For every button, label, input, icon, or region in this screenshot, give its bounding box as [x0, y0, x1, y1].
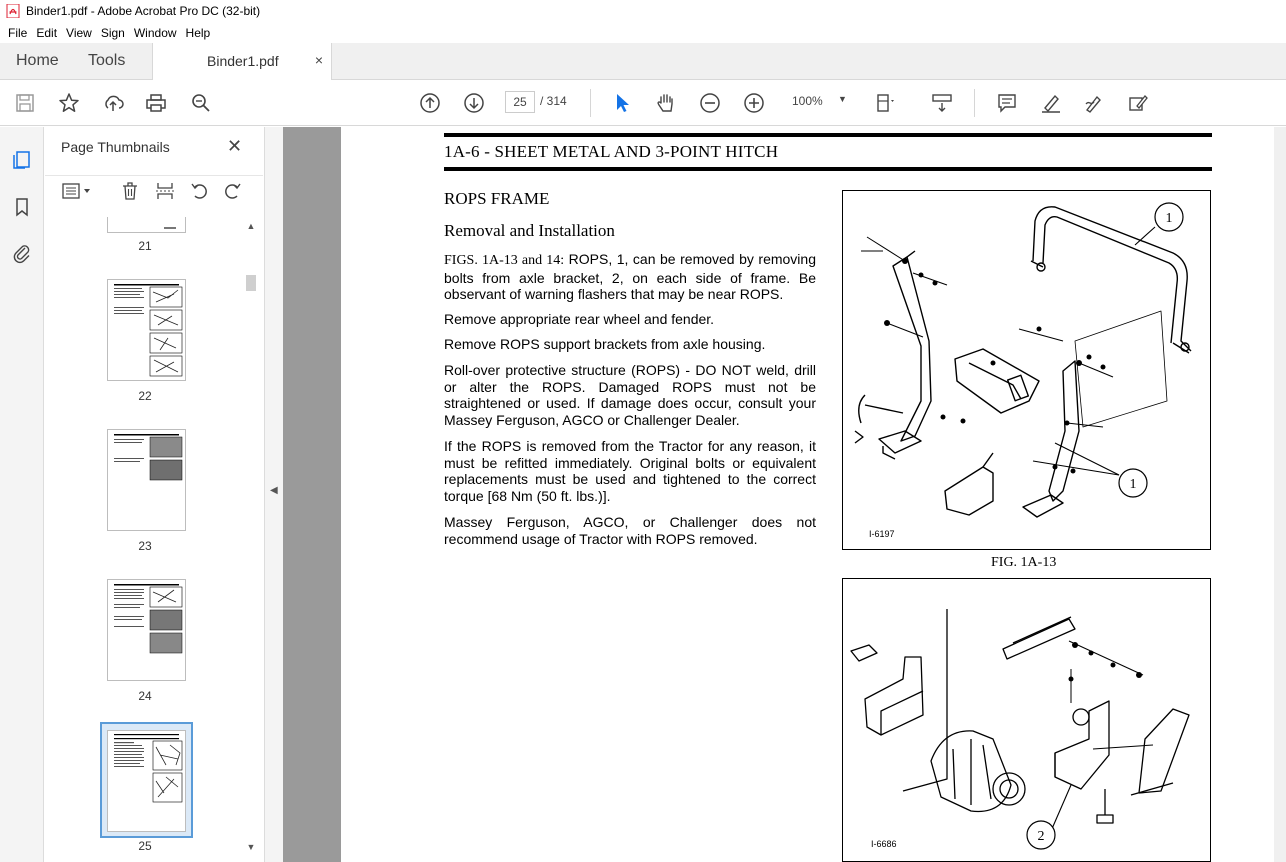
- subsection-title: Removal and Installation: [444, 221, 615, 240]
- callout-1: 1: [1165, 211, 1173, 226]
- paragraph: Massey Ferguson, AGCO, or Challenger does not recommend usage of Tractor with ROPS removed.: [444, 514, 816, 547]
- figure-axle-bracket: [842, 578, 1211, 862]
- figure-rops-exploded: [842, 190, 1211, 550]
- left-rail: [0, 127, 44, 862]
- next-page-icon[interactable]: [462, 91, 486, 115]
- toolbar-divider: [590, 89, 591, 117]
- figure-id: I-6686: [871, 839, 897, 849]
- menu-view[interactable]: View: [66, 25, 92, 40]
- hand-tool-icon[interactable]: [654, 91, 678, 115]
- scroll-up-icon[interactable]: ▲: [246, 221, 256, 231]
- section-title: ROPS FRAME: [444, 189, 550, 208]
- figure-caption: FIG. 1A-13: [991, 555, 1057, 570]
- thumbnail-page-number: 24: [138, 689, 152, 703]
- callout-1: 1: [1129, 477, 1137, 492]
- attachments-icon[interactable]: [10, 241, 34, 265]
- extract-pages-icon[interactable]: [154, 180, 176, 202]
- tab-bar: [0, 43, 1286, 80]
- save-icon[interactable]: [13, 91, 37, 115]
- toolbar: [0, 80, 1286, 126]
- zoom-in-icon[interactable]: [742, 91, 766, 115]
- tab-tools[interactable]: Tools: [88, 52, 126, 69]
- thumbnail-page-number: 25: [138, 839, 152, 853]
- menu-help[interactable]: Help: [185, 25, 211, 40]
- figure-id: I-6197: [869, 529, 895, 539]
- zoom-out-icon[interactable]: [698, 91, 722, 115]
- paragraph: Remove ROPS support brackets from axle housing.: [444, 336, 766, 352]
- menu-window[interactable]: Window: [133, 25, 177, 40]
- rotate-left-icon[interactable]: [188, 180, 210, 202]
- thumbnail-page[interactable]: [107, 579, 186, 681]
- rotate-right-icon[interactable]: [222, 180, 244, 202]
- window-title: Binder1.pdf - Adobe Acrobat Pro DC (32-bit): [26, 4, 261, 18]
- document-scrollbar[interactable]: [1274, 127, 1286, 862]
- fill-sign-icon[interactable]: [1126, 91, 1150, 115]
- callout-2: 2: [1037, 829, 1045, 844]
- tab-document[interactable]: [152, 43, 332, 80]
- thumbnail-scrollbar[interactable]: [245, 217, 257, 862]
- bookmarks-icon[interactable]: [10, 195, 34, 219]
- menu-sign[interactable]: Sign: [100, 25, 125, 40]
- page-total: / 314: [540, 94, 567, 108]
- collapse-panel-icon[interactable]: ◀: [270, 485, 278, 496]
- zoom-level[interactable]: 100%: [792, 94, 823, 108]
- page-header: 1A-6 - SHEET METAL AND 3-POINT HITCH: [444, 142, 779, 161]
- print-icon[interactable]: [144, 91, 168, 115]
- header-rule: [444, 167, 1212, 171]
- paragraph: FIGS. 1A-13 and 14: ROPS, 1, can be removed by removing bolts from axle bracket, 2, on each side of frame. Be observant of warning flashers that may be near ROPS.: [444, 251, 816, 302]
- zoom-dropdown-icon[interactable]: ▼: [838, 94, 847, 104]
- header-rule: [444, 133, 1212, 137]
- panel-splitter[interactable]: [265, 127, 283, 862]
- draw-icon[interactable]: [1082, 91, 1106, 115]
- thumbnail-page-number: 23: [138, 539, 152, 553]
- scroll-down-icon[interactable]: ▼: [246, 842, 256, 852]
- menu-edit[interactable]: Edit: [36, 25, 58, 40]
- paragraph: Remove appropriate rear wheel and fender.: [444, 311, 715, 327]
- close-panel-icon[interactable]: ✕: [227, 136, 243, 156]
- paragraph: If the ROPS is removed from the Tractor for any reason, it must be refitted immediately. Original bolts or equivalent replacements must be used and tightened to the correct torque [68 Nm (50 ft. lbs.)].: [444, 438, 816, 504]
- prev-page-icon[interactable]: [418, 91, 442, 115]
- thumbnail-page[interactable]: [107, 217, 186, 233]
- page-number-input[interactable]: 25: [505, 91, 535, 113]
- tab-home[interactable]: Home: [16, 52, 59, 69]
- comment-icon[interactable]: [995, 91, 1019, 115]
- thumbnail-page-number: 22: [138, 389, 152, 403]
- axle-bracket-drawing: [843, 579, 1210, 861]
- thumbnail-page[interactable]: [107, 730, 186, 832]
- close-tab-icon[interactable]: ×: [314, 52, 323, 68]
- toolbar-divider: [974, 89, 975, 117]
- thumbnail-options-icon[interactable]: [61, 180, 95, 202]
- select-cursor-icon[interactable]: [610, 91, 634, 115]
- scroll-mode-icon[interactable]: [930, 91, 954, 115]
- share-upload-icon[interactable]: [101, 91, 125, 115]
- thumbnail-page[interactable]: [107, 429, 186, 531]
- panel-toolbar: [45, 175, 263, 205]
- document-viewer[interactable]: [283, 127, 1274, 862]
- thumbnails-icon[interactable]: [10, 147, 34, 171]
- page-thumbnails-panel: [45, 127, 265, 862]
- menu-bar: [0, 22, 1286, 43]
- search-zoom-icon[interactable]: [189, 91, 213, 115]
- menu-file[interactable]: File: [8, 25, 28, 40]
- thumbnail-list: [45, 217, 245, 862]
- page-fit-icon[interactable]: [874, 91, 898, 115]
- document-tab-label: Binder1.pdf: [207, 53, 279, 69]
- bookmark-star-icon[interactable]: [57, 91, 81, 115]
- delete-icon[interactable]: [119, 180, 141, 202]
- thumbnail-selected-frame[interactable]: [100, 722, 193, 838]
- title-bar: [0, 0, 1286, 22]
- paragraph: Roll-over protective structure (ROPS) - DO NOT weld, drill or alter the ROPS. Damaged ROPS must not be straightened or used. If damage does occur, consult your Massey Ferguson, AGCO or Challenger Dealer.: [444, 362, 816, 428]
- highlight-icon[interactable]: [1039, 91, 1063, 115]
- rops-exploded-drawing: [843, 191, 1210, 549]
- thumbnail-page[interactable]: [107, 279, 186, 381]
- thumbnail-page-number: 21: [138, 239, 152, 253]
- panel-title: Page Thumbnails: [61, 139, 170, 155]
- acrobat-app-icon: [6, 4, 20, 18]
- scroll-thumb[interactable]: [246, 275, 256, 291]
- pdf-page: [341, 127, 1274, 862]
